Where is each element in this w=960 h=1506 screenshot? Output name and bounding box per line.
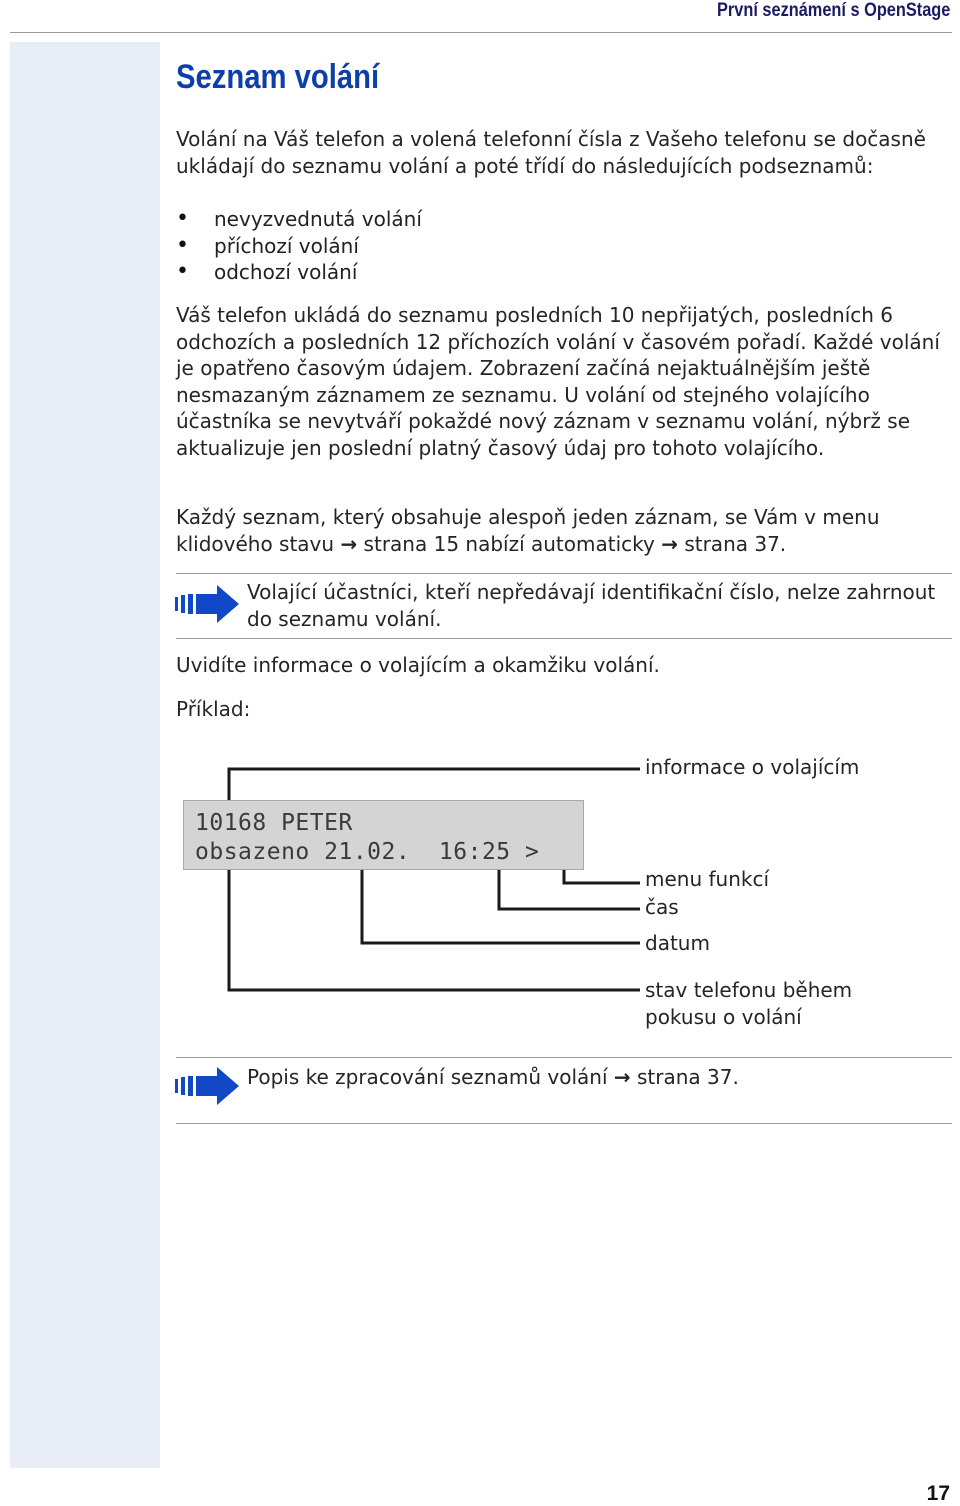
menu-paragraph-text: Každý seznam, který obsahuje alespoň jeden záznam, se Vám v menu klidového stavu [176,505,880,556]
storage-paragraph: Váš telefon ukládá do seznamu posledních 10 nepřijatých, posledních 6 odchozích a posledních 12 příchozích volání v časovém pořadí. Každé volání je opatřeno časovým údajem. Zobrazení začíná nejaktuálnějším ještě nesmazaným záznamem ze seznamu. U volání od stejného volajícího účastníka se nevytváří pokaždé nový záznam v seznamu volání, nýbrž se aktualizuje jen poslední platný časový údaj pro tohoto volajícího. [176,303,940,460]
display-line-caller: 10168 PETER [195,810,353,836]
callout-function-menu: menu funkcí [645,867,770,891]
list-item: • příchozí volání [176,233,422,260]
phone-display [183,800,584,870]
note-bottom-rule [176,638,952,639]
note-top-rule [176,1057,952,1058]
left-margin-column [10,42,160,1468]
page-reference-link[interactable]: strana 37. [677,531,787,556]
note-text: Volající účastníci, kteří nepředávají identifikační číslo, nelze zahrnout do seznamu volání. [247,580,936,631]
note-top-rule [176,573,952,574]
page-title: Seznam volání [176,58,380,96]
page-number: 17 [926,1482,950,1505]
callout-caller-info: informace o volajícím [645,755,860,779]
list-item: • nevyzvednutá volání [176,206,422,233]
note-arrow-icon [175,584,241,624]
reference-arrow-icon: → [340,531,358,556]
example-label: Příklad: [176,697,251,721]
note-bottom-rule [176,1123,952,1124]
intro-paragraph: Volání na Váš telefon a volená telefonní čísla z Vašeho telefonu se dočasně ukládají do seznamu volání a poté třídí do následujících podseznamů: [176,127,926,178]
page-reference-link[interactable]: strana 37. [630,1065,739,1089]
info-line: Uvidíte informace o volajícím a okamžiku volání. [176,653,660,677]
note-text [247,1064,947,1091]
sublist-bullets [176,206,422,286]
header-divider [10,32,952,33]
callout-phone-state-line1: stav telefonu během [645,978,853,1002]
callout-time: čas [645,895,679,919]
display-line-status: obsazeno 21.02. 16:25 > [195,839,540,865]
reference-arrow-icon: → [613,1065,631,1089]
note-text-body: Popis ke zpracování seznamů volání [247,1065,614,1089]
page-reference-link[interactable]: strana 15 nabízí automaticky [357,531,662,556]
callout-date: datum [645,931,710,955]
list-item: • odchozí volání [176,259,422,286]
reference-arrow-icon: → [661,531,678,556]
note-arrow-icon [175,1066,241,1106]
callout-phone-state-line2: pokusu o volání [645,1005,802,1029]
menu-paragraph [176,504,946,557]
running-header: První seznámení s OpenStage [716,0,950,21]
